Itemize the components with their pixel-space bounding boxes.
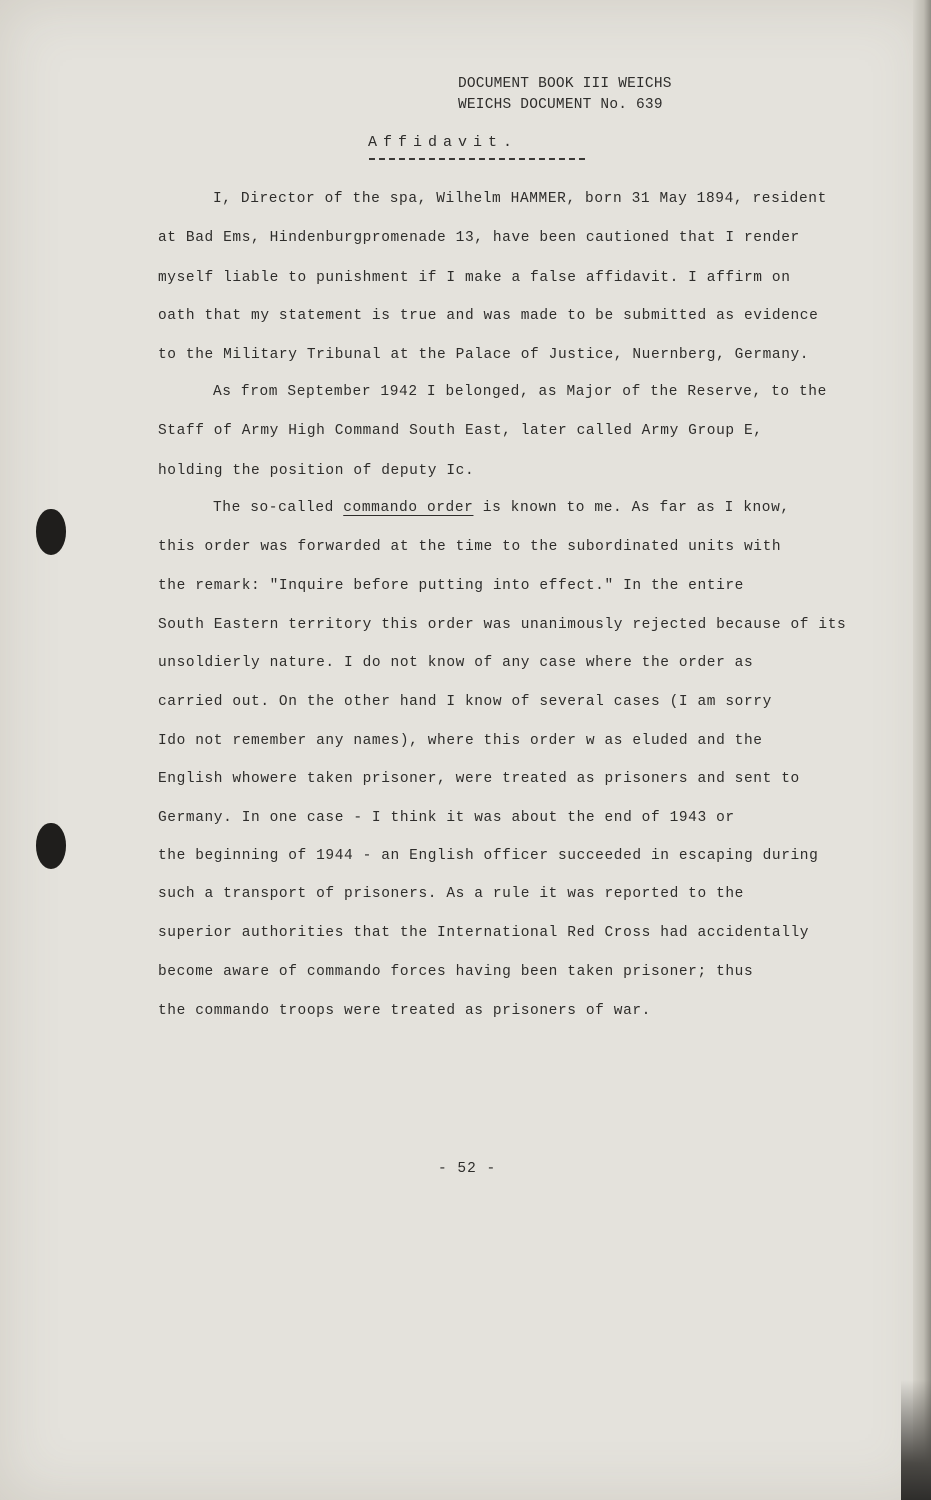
punch-hole-icon — [36, 509, 66, 555]
paragraph-line: holding the position of deputy Ic. — [158, 463, 475, 479]
paragraph-line: at Bad Ems, Hindenburgpromenade 13, have been cautioned that I render — [158, 230, 800, 246]
header-line-1: DOCUMENT BOOK III WEICHS — [458, 76, 672, 92]
page-corner-shadow — [901, 1380, 931, 1500]
paragraph-line: oath that my statement is true and was made to be submitted as evidence — [158, 308, 819, 324]
paragraph-line: such a transport of prisoners. As a rule it was reported to the — [158, 886, 744, 902]
paragraph-line: superior authorities that the International Red Cross had accidentally — [158, 925, 810, 941]
paragraph-line: South Eastern territory this order was unanimously rejected because of its — [158, 617, 847, 633]
paragraph-text: is known to me. As far as I know, — [473, 500, 790, 516]
paragraph-line: English whowere taken prisoner, were treated as prisoners and sent to — [158, 771, 800, 787]
paragraph-line: I, Director of the spa, Wilhelm HAMMER, born 31 May 1894, resident — [213, 191, 827, 207]
paragraph-line: become aware of commando forces having been taken prisoner; thus — [158, 964, 754, 980]
punch-hole-icon — [36, 823, 66, 869]
paragraph-line: this order was forwarded at the time to the subordinated units with — [158, 539, 782, 555]
paragraph-line: unsoldierly nature. I do not know of any case where the order as — [158, 655, 754, 671]
paragraph-line: the commando troops were treated as prisoners of war. — [158, 1003, 651, 1019]
commando-order-underlined: commando order — [343, 500, 474, 516]
paragraph-line: the beginning of 1944 - an English officer succeeded in escaping during — [158, 848, 819, 864]
page-edge — [913, 0, 931, 1500]
title-underline — [369, 158, 585, 160]
paragraph-line: the remark: "Inquire before putting into effect." In the entire — [158, 578, 744, 594]
paragraph-line: Staff of Army High Command South East, later called Army Group E, — [158, 423, 763, 439]
paragraph-line: to the Military Tribunal at the Palace of Justice, Nuernberg, Germany. — [158, 347, 810, 363]
paragraph-text: The so-called — [213, 500, 344, 516]
page-number: - 52 - — [438, 1161, 497, 1177]
document-title: Affidavit. — [368, 134, 519, 151]
paragraph-line — [213, 500, 790, 516]
header-line-2: WEICHS DOCUMENT No. 639 — [458, 97, 663, 113]
paragraph-line: Ido not remember any names), where this order w as eluded and the — [158, 733, 763, 749]
paragraph-line: As from September 1942 I belonged, as Major of the Reserve, to the — [213, 384, 827, 400]
document-header — [458, 74, 672, 116]
paragraph-line: myself liable to punishment if I make a false affidavit. I affirm on — [158, 270, 791, 286]
paragraph-line: Germany. In one case - I think it was about the end of 1943 or — [158, 810, 735, 826]
paragraph-line: carried out. On the other hand I know of several cases (I am sorry — [158, 694, 772, 710]
